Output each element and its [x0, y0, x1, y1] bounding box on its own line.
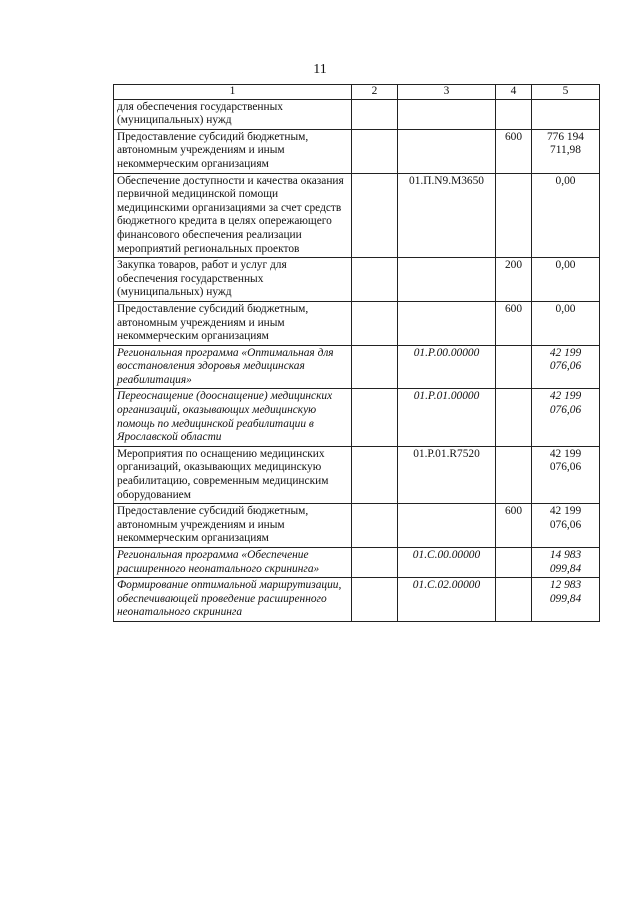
column-2-cell [352, 345, 398, 389]
row-name-cell: Обеспечение доступности и качества оказания первичной медицинской помощи медицинскими организациями за счет средств бюджетного кредита в целях опережающего финансового обеспечения реализации мероприятий региональных проектов [114, 173, 352, 258]
code-cell [398, 301, 496, 345]
expense-type-cell [496, 99, 532, 129]
row-name-cell: Региональная программа «Оптимальная для восстановления здоровья медицинская реабилитация» [114, 345, 352, 389]
page-number: 11 [313, 62, 327, 77]
row-name-cell: Формирование оптимальной маршрутизации, обеспечивающей проведение расширенного неонатального скрининга [114, 578, 352, 622]
row-name-cell: Закупка товаров, работ и услуг для обеспечения государственных (муниципальных) нужд [114, 258, 352, 302]
expense-type-cell [496, 173, 532, 258]
amount-cell: 42 199 076,06 [532, 446, 600, 503]
amount-cell: 14 983 099,84 [532, 548, 600, 578]
amount-cell: 42 199 076,06 [532, 389, 600, 446]
table-row [114, 173, 600, 258]
amount-cell: 42 199 076,06 [532, 345, 600, 389]
amount-cell: 0,00 [532, 301, 600, 345]
expense-type-cell: 600 [496, 504, 532, 548]
column-2-cell [352, 389, 398, 446]
column-2-cell [352, 446, 398, 503]
column-header: 2 [352, 85, 398, 100]
column-2-cell [352, 301, 398, 345]
code-cell: 01.С.00.00000 [398, 548, 496, 578]
column-header: 4 [496, 85, 532, 100]
code-cell: 01.П.N9.М3650 [398, 173, 496, 258]
expense-type-cell [496, 578, 532, 622]
row-name-cell: Переоснащение (дооснащение) медицинских организаций, оказывающих медицинскую помощь по медицинской реабилитации в Ярославской области [114, 389, 352, 446]
amount-cell: 0,00 [532, 173, 600, 258]
row-name-cell: Мероприятия по оснащению медицинских организаций, оказывающих медицинскую реабилитацию, современным медицинским оборудованием [114, 446, 352, 503]
table-row [114, 301, 600, 345]
amount-cell: 0,00 [532, 258, 600, 302]
code-cell [398, 99, 496, 129]
column-2-cell [352, 258, 398, 302]
column-header: 5 [532, 85, 600, 100]
column-2-cell [352, 578, 398, 622]
amount-cell: 12 983 099,84 [532, 578, 600, 622]
code-cell: 01.Р.00.00000 [398, 345, 496, 389]
code-cell [398, 504, 496, 548]
column-2-cell [352, 99, 398, 129]
row-name-cell: Региональная программа «Обеспечение расширенного неонатального скрининга» [114, 548, 352, 578]
code-cell: 01.С.02.00000 [398, 578, 496, 622]
table-row [114, 99, 600, 129]
code-cell: 01.Р.01.00000 [398, 389, 496, 446]
column-header: 1 [114, 85, 352, 100]
table-row [114, 578, 600, 622]
amount-cell: 776 194 711,98 [532, 129, 600, 173]
amount-cell: 42 199 076,06 [532, 504, 600, 548]
expense-type-cell [496, 389, 532, 446]
expense-type-cell [496, 345, 532, 389]
header-row [114, 85, 600, 100]
expense-type-cell [496, 446, 532, 503]
expense-type-cell: 600 [496, 129, 532, 173]
code-cell [398, 129, 496, 173]
row-name-cell: Предоставление субсидий бюджетным, автономным учреждениям и иным некоммерческим организациям [114, 301, 352, 345]
table-row [114, 504, 600, 548]
row-name-cell: Предоставление субсидий бюджетным, автономным учреждениям и иным некоммерческим организациям [114, 129, 352, 173]
expense-type-cell: 600 [496, 301, 532, 345]
table-row [114, 129, 600, 173]
expense-type-cell: 200 [496, 258, 532, 302]
column-2-cell [352, 504, 398, 548]
code-cell [398, 258, 496, 302]
table-row [114, 446, 600, 503]
row-name-cell: для обеспечения государственных (муниципальных) нужд [114, 99, 352, 129]
amount-cell [532, 99, 600, 129]
column-2-cell [352, 173, 398, 258]
column-2-cell [352, 548, 398, 578]
table-row [114, 345, 600, 389]
budget-table [113, 84, 600, 622]
table-row [114, 548, 600, 578]
expense-type-cell [496, 548, 532, 578]
column-header: 3 [398, 85, 496, 100]
table-row [114, 389, 600, 446]
row-name-cell: Предоставление субсидий бюджетным, автономным учреждениям и иным некоммерческим организациям [114, 504, 352, 548]
code-cell: 01.Р.01.R7520 [398, 446, 496, 503]
table-row [114, 258, 600, 302]
column-2-cell [352, 129, 398, 173]
